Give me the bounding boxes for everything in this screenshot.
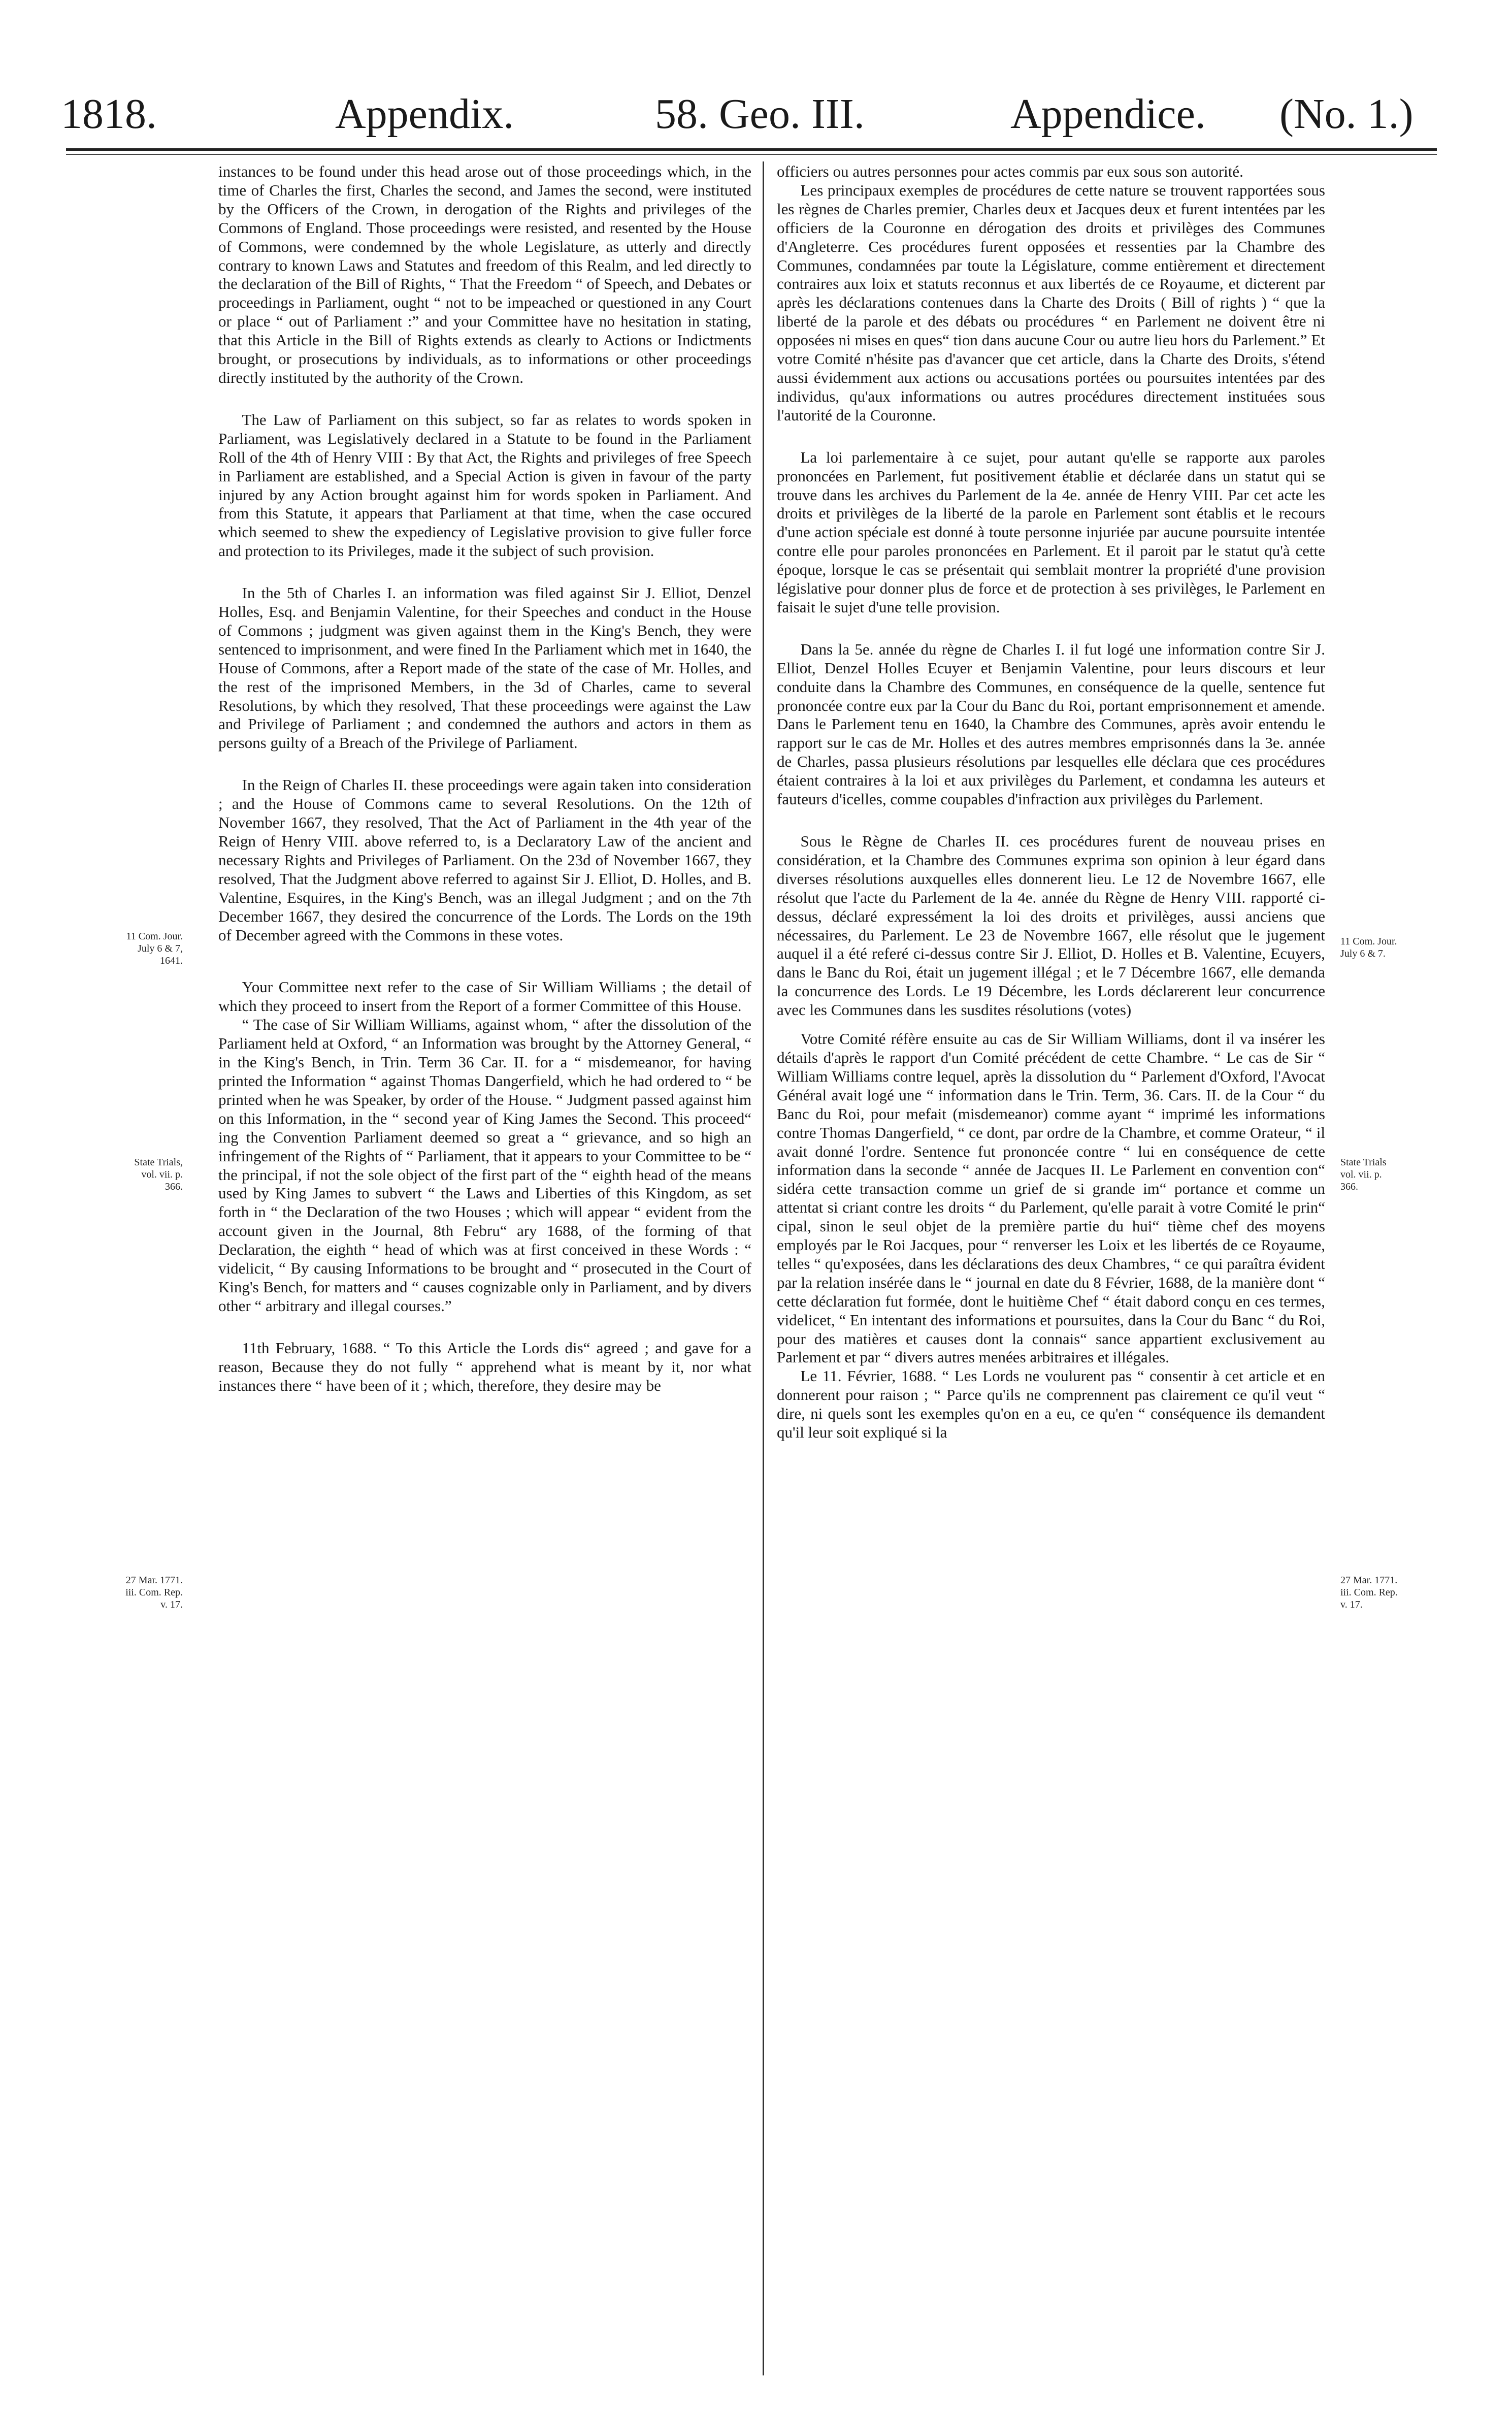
paragraph: Dans la 5e. année du règne de Charles I. il fut logé une information contre Sir J. Elliot, Denzel Holles Ecuyer et Benjamin Valentine, pour leurs discours et leur conduite dans la Chambre des Communes, en conséquence de la quelle, sentence fut prononcée contre eux par la Cour du Banc du Roi, portant emprisonnement et amende. Dans le Parlement tenu en 1640, la Chambre des Communes, après avoir entendu le rapport sur le cas de Mr. Holles et des autres membres emprisonnés dans la 3e. année de Charles, passa plusieurs résolutions par lesquelles elle déclara que ces procédures étaient contraires à la loi et aux privilèges du Parlement, et condamna les auteurs et fauteurs d'icelles, comme coupables d'infraction aux privilèges du Parlement. (777, 640, 1325, 808)
header-rule-thin (66, 154, 1437, 155)
paragraph: La loi parlementaire à ce sujet, pour autant qu'elle se rapporte aux paroles prononcées en Parlement, fut positivement établie et déclarée dans un statut qui se trouve dans les archives du Parlement de la 4e. année de Henry VIII. Par cet acte les droits et privilèges de la liberté de la parole en Parlement sont établis et le recours d'une action spéciale est donné à toute personne injuriée par aucune poursuite intentée contre elle pour paroles prononcées en Parlement. Et il paroit par le statut qu'à cette époque, lorsque le cas se présentait qui semblait montrer la propriété d'une provision législative pour donner plus de force et de protection à ses privilèges, le Parlement en faisait le sujet d'une telle provision. (777, 448, 1325, 616)
page-header (0, 86, 1512, 142)
margin-note-left: State Trials, vol. vii. p. 366. (134, 1157, 183, 1192)
margin-note-right: 11 Com. Jour. July 6 & 7. (1340, 936, 1397, 959)
header-appendix-label: Appendix. (335, 90, 514, 138)
english-column (218, 162, 751, 2387)
paragraph: instances to be found under this head arose out of those proceedings which, in the time of Charles the first, Charles the second, and James the second, were instituted by the Officers of the Crown, in derogation of the Rights and privileges of the Commons of England. Those proceedings were resisted, and resented by the House of Commons, were condemned by the whole Legislature, as utterly and directly contrary to known Laws and Statutes and freedom of this Realm, and led directly to the declaration of the Bill of Rights, “ That the Freedom “ of Speech, and Debates or proceedings in Parliament, ought “ not to be impeached or questioned in any Court or place “ out of Parliament :” and your Committee have no hesitation in stating, that this Article in the Bill of Rights extends as clearly to Actions or Indictments brought, or prosecutions by individuals, as to informations or other proceedings directly instituted by the authority of the Crown. (218, 162, 751, 386)
margin-note-right: State Trials vol. vii. p. 366. (1340, 1157, 1387, 1192)
paragraph: Your Committee next refer to the case of Sir William Williams ; the detail of which they proceed to insert from the Report of a former Committee of this House. (218, 978, 751, 1015)
header-number: (No. 1.) (1279, 90, 1414, 138)
margin-note-left: 11 Com. Jour. July 6 & 7, 1641. (126, 931, 183, 966)
column-divider (763, 161, 764, 2375)
paragraph: Sous le Règne de Charles II. ces procédures furent de nouveau prises en considération, et la Chambre des Communes exprima son opinion à leur égard dans diverses résolutions auxquelles elles donnerent lieu. Le 12 de Novembre 1667, elle résolut que l'acte du Parlement de la 4e. année du Règne de Henry VIII. rapporté ci-dessus, déclaré expressément la loi des droits et privilèges, aussi anciens que nécessaires, du Parlement. Le 23 de Novembre 1667, elle résolut que le jugement auquel il a été referé ci-dessus contre Sir J. Elliot, D. Holles et B. Valentine, Ecuyers, dans le Banc du Roi, était un jugement illégal ; et le 7 Décembre 1667, elle demanda la concurrence des Lords. Le 19 Décembre, les Lords déclarerent leur concurrence avec les Communes dans les susdites résolutions (votes) (777, 832, 1325, 1019)
header-rule-thick (66, 148, 1437, 151)
paragraph: 11th February, 1688. “ To this Article the Lords dis“ agreed ; and gave for a reason, Because they do not fully “ apprehend what is meant by it, nor what instances there “ have been of it ; which, therefore, they desire may be (218, 1339, 751, 1394)
margin-note-right: 27 Mar. 1771. iii. Com. Rep. v. 17. (1340, 1575, 1398, 1610)
french-column (777, 162, 1325, 2387)
paragraph: In the Reign of Charles II. these proceedings were again taken into consideration ; and the House of Commons came to several Resolutions. On the 12th of November 1667, they resolved, That the Act of Parliament in the 4th year of the Reign of Henry VIII. above referred to, is a Declaratory Law of the ancient and necessary Rights and Privileges of Parliament. On the 23d of November 1667, they resolved, That the Judgment above referred to against Sir J. Elliot, D. Holles, and B. Valentine, Esquires, in the King's Bench, was an illegal Judgment ; and on the 7th December 1667, they desired the concurrence of the Lords. The Lords on the 19th of December agreed with the Commons in these votes. (218, 776, 751, 944)
header-appendice-label: Appendice. (1010, 90, 1206, 138)
header-year: 1818. (61, 90, 157, 138)
paragraph: Les principaux exemples de procédures de cette nature se trouvent rapportées sous les règnes de Charles premier, Charles deux et Jacques deux et furent intentées par les officiers de la Couronne en dérogation des droits et privilèges des Communes d'Angleterre. Ces procédures furent opposées et ressenties par la Chambre des Communes, condamnées par toute la Législature, comme entièrement et directement contraires aux loix et statuts reconnus et aux libertés de ce Royaume, et dicterent par après les déclarations contenues dans la Charte des Droits ( Bill of rights ) “ que la liberté de la parole et des débats ou procédures “ en Parlement ne doivent être ni opposées ni mises en ques“ tion dans aucune Cour ou autre lieu hors du Parlement.” Et votre Comité n'hésite pas d'avancer que cet article, dans la Charte des Droits, s'étend aussi évidemment aux actions ou accusations portées ou poursuites intentées par des individus, qu'aux informations ou autres procédures directement instituées sous l'autorité de la Couronne. (777, 181, 1325, 424)
paragraph: Le 11. Février, 1688. “ Les Lords ne voulurent pas “ consentir à cet article et en donnerent pour raison ; “ Parce qu'ils ne comprennent pas clairement ce qu'il veut “ dire, ni quels sont les exemples qu'on en a eu, ce qu'en “ conséquence ils demandent qu'il leur soit expliqué si la (777, 1367, 1325, 1442)
margin-note-left: 27 Mar. 1771. iii. Com. Rep. v. 17. (125, 1575, 183, 1610)
header-session: 58. Geo. III. (655, 90, 865, 138)
paragraph: “ The case of Sir William Williams, against whom, “ after the dissolution of the Parliament held at Oxford, “ an Information was brought by the Attorney General, “ in the King's Bench, in Trin. Term 36 Car. II. for a “ misdemeanor, for having printed the Information “ against Thomas Dangerfield, which he had ordered to “ be printed when he was Speaker, by order of the House. “ Judgment passed against him on this Information, in the “ second year of King James the Second. This proceed“ ing the Convention Parliament deemed so great a “ grievance, and so high an infringement of the Rights of “ Parliament, that it appears to your Committee to be “ the principal, if not the sole object of the first part of the “ eighth head of the means used by King James to subvert “ the Laws and Liberties of this Kingdom, as set forth in “ the Declaration of the two Houses ; which will appear “ evident from the account given in the Journal, 8th Febru“ ary 1688, of the forming of that Declaration, the eighth “ head of which was at first conceived in these Words : “ videlicit, “ By causing Informations to be brought and “ prosecuted in the Court of King's Bench, for matters and “ causes cognizable only in Parliament, and by divers other “ arbitrary and illegal courses.” (218, 1016, 751, 1315)
paragraph: Votre Comité réfère ensuite au cas de Sir William Williams, dont il va insérer les détails d'après le rapport d'un Comité précédent de cette Chambre. “ Le cas de Sir “ William Williams contre lequel, après la dissolution du “ Parlement d'Oxford, l'Avocat Général avait logé une “ information dans le Trin. Term, 36. Cars. II. de la Cour “ du Banc du Roi, pour mefait (misdemeanor) comme ayant “ imprimé les informations contre Thomas Dangerfield, “ ce dont, par ordre de la Chambre, et comme Orateur, “ il avait donné l'ordre. Sentence fut prononcée contre “ lui en conséquence de cette information dans la seconde “ année de Jacques II. Le Parlement en convention con“ sidéra cette transaction comme un grief de si grande im“ portance et comme un attentat si criant contre les droits “ du Parlement, qu'elle parait à votre Comité le prin“ cipal, sinon le seul objet de la première partie du hui“ tième chef des moyens employés par le Roi Jacques, pour “ renverser les Loix et les libertés de ce Royaume, telles “ qu'exposées, dans les déclarations des deux Chambres, “ ce qui paraîtra évident par la relation insérée dans le “ journal en date du 8 Février, 1688, de la manière dont “ cette déclaration fut formée, dont le huitième Chef “ était dabord conçu en ces termes, videlicet, “ En intentant des informations et poursuites, dans la Cour du Banc “ du Roi, pour des matières et causes dont la connais“ sance appartient exclusivement au Parlement et par “ divers autres menées arbitraires et illégales. (777, 1030, 1325, 1366)
paragraph: The Law of Parliament on this subject, so far as relates to words spoken in Parliament, was Legislatively declared in a Statute to be found in the Parliament Roll of the 4th of Henry VIII : By that Act, the Rights and privileges of free Speech in Parliament are established, and a Special Action is given in favour of the party injured by any Action brought against him for words spoken in Parliament. And from this Statute, it appears that Parliament at that time, when the case occured which seemed to shew the expediency of Legislative provision to give fuller force and protection to its Privileges, made it the subject of such provision. (218, 410, 751, 560)
paragraph: officiers ou autres personnes pour actes commis par eux sous son autorité. (777, 162, 1243, 180)
paragraph: In the 5th of Charles I. an information was filed against Sir J. Elliot, Denzel Holles, Esq. and Benjamin Valentine, for their Speeches and conduct in the House of Commons ; judgment was given against them in the King's Bench, they were sentenced to imprisonment, and were fined In the Parliament which met in 1640, the House of Commons, after a Report made of the state of the case of Mr. Holles, and the rest of the imprisoned Members, in the 3d of Charles, came to several Resolutions, by which they resolved, That these proceedings were against the Law and Privilege of Parliament ; and condemned the authors and actors in them as persons guilty of a Breach of the Privilege of Parliament. (218, 584, 751, 752)
